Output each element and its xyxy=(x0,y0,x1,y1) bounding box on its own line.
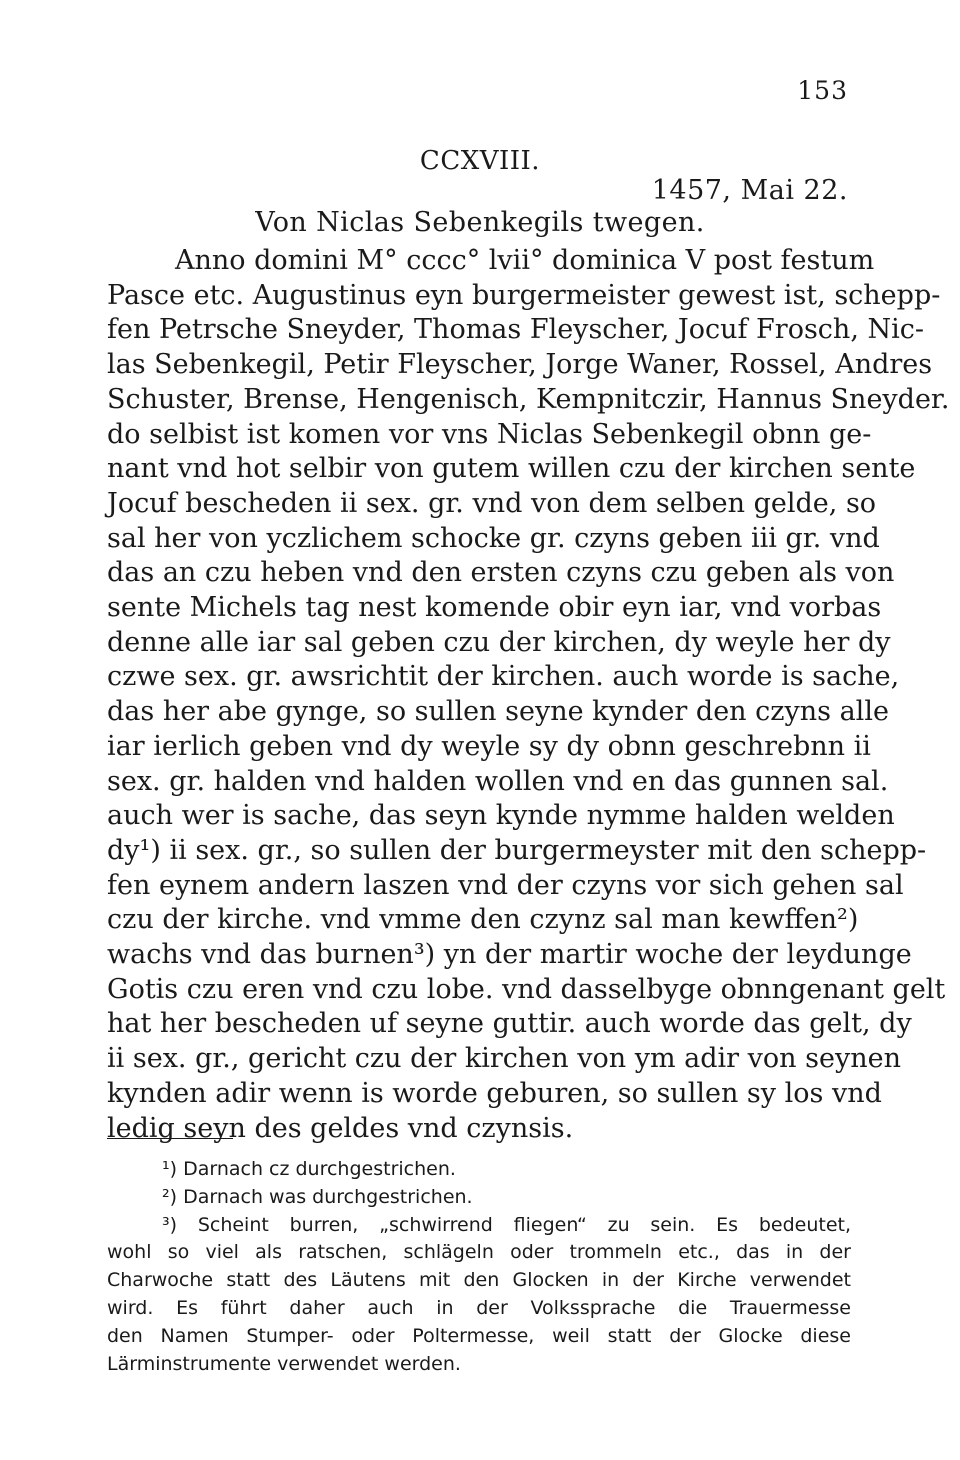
body-line: das her abe gynge, so sullen seyne kynder den czyns alle xyxy=(107,696,889,728)
footnote-3-line: Lärminstrumente verwendet werden. xyxy=(107,1352,461,1375)
footnote-divider xyxy=(107,1138,233,1139)
body-line: sal her von yczlichem schocke gr. czyns geben iii gr. vnd xyxy=(107,522,880,554)
body-line: las Sebenkegil, Petir Fleyscher, Jorge Waner, Rossel, Andres xyxy=(107,349,933,381)
body-line: sex. gr. halden vnd halden wollen vnd en das gunnen sal. xyxy=(107,765,889,797)
footnote-3-line: wohl so viel als ratschen, schlägeln oder trommeln etc., das in der xyxy=(107,1241,851,1264)
footnotes xyxy=(107,1156,851,1378)
body-line: wachs vnd das burnen³) yn der martir woche der leydunge xyxy=(107,939,912,971)
charter-title: Von Niclas Sebenkegils twegen. xyxy=(255,207,705,238)
page-number: 153 xyxy=(797,76,848,105)
body-line: ledig seyn des geldes vnd czynsis. xyxy=(107,1112,574,1144)
body-line: iar ierlich geben vnd dy weyle sy dy obnn geschrebnn ii xyxy=(107,730,871,762)
body-line: Pasce etc. Augustinus eyn burgermeister gewest ist, schepp- xyxy=(107,279,941,311)
body-line: fen Petrsche Sneyder, Thomas Fleyscher, Jocuf Frosch, Nic- xyxy=(107,314,924,346)
body-line: dy¹) ii sex. gr., so sullen der burgermeyster mit den schepp- xyxy=(107,834,927,866)
body-line: czu der kirche. vnd vmme den czynz sal man kewffen²) xyxy=(107,904,859,936)
body-line: czwe sex. gr. awsrichtit der kirchen. auch worde is sache, xyxy=(107,661,900,693)
body-line: Anno domini M° cccc° lvii° dominica V post festum xyxy=(175,245,875,276)
body-line: do selbist ist komen vor vns Niclas Sebenkegil obnn ge- xyxy=(107,418,872,450)
body-line: auch wer is sache, das seyn kynde nymme halden welden xyxy=(107,800,895,832)
footnote-3-line: wird. Es führt daher auch in der Volkssprache die Trauermesse xyxy=(107,1296,851,1319)
body-line: fen eynem andern laszen vnd der czyns vor sich gehen sal xyxy=(107,869,904,901)
body-line: hat her bescheden uf seyne guttir. auch worde das gelt, dy xyxy=(107,1008,912,1040)
footnote-2: ²) Darnach was durchgestrichen. xyxy=(162,1185,473,1208)
charter-number: CCXVIII. xyxy=(419,146,541,176)
body-line: das an czu heben vnd den ersten czyns czu geben als von xyxy=(107,557,895,589)
footnote-3-line: Charwoche statt des Läutens mit den Glocken in der Kirche verwendet xyxy=(107,1269,851,1292)
charter-date: 1457, Mai 22. xyxy=(651,175,848,206)
body-line: Jocuf bescheden ii sex. gr. vnd von dem selben gelde, so xyxy=(107,487,877,519)
charter-body xyxy=(107,244,950,1146)
body-line: kynden adir wenn is worde geburen, so sullen sy los vnd xyxy=(107,1077,882,1109)
body-line: Schuster, Brense, Hengenisch, Kempnitczir, Hannus Sneyder. xyxy=(107,383,950,415)
body-line: Gotis czu eren vnd czu lobe. vnd dasselbyge obnngenant gelt xyxy=(107,973,946,1005)
footnote-1: ¹) Darnach cz durchgestrichen. xyxy=(162,1158,456,1180)
body-line: ii sex. gr., gericht czu der kirchen von ym adir von seynen xyxy=(107,1043,901,1075)
body-line: denne alle iar sal geben czu der kirchen, dy weyle her dy xyxy=(107,626,891,658)
body-line: nant vnd hot selbir von gutem willen czu der kirchen sente xyxy=(107,453,916,485)
footnote-3: ³) Scheint burren, „schwirrend fliegen“ zu sein. Es bedeutet, xyxy=(162,1213,851,1236)
body-line: sente Michels tag nest komende obir eyn iar, vnd vorbas xyxy=(107,592,882,624)
footnote-3-line: den Namen Stumper- oder Poltermesse, weil statt der Glocke diese xyxy=(107,1324,851,1347)
